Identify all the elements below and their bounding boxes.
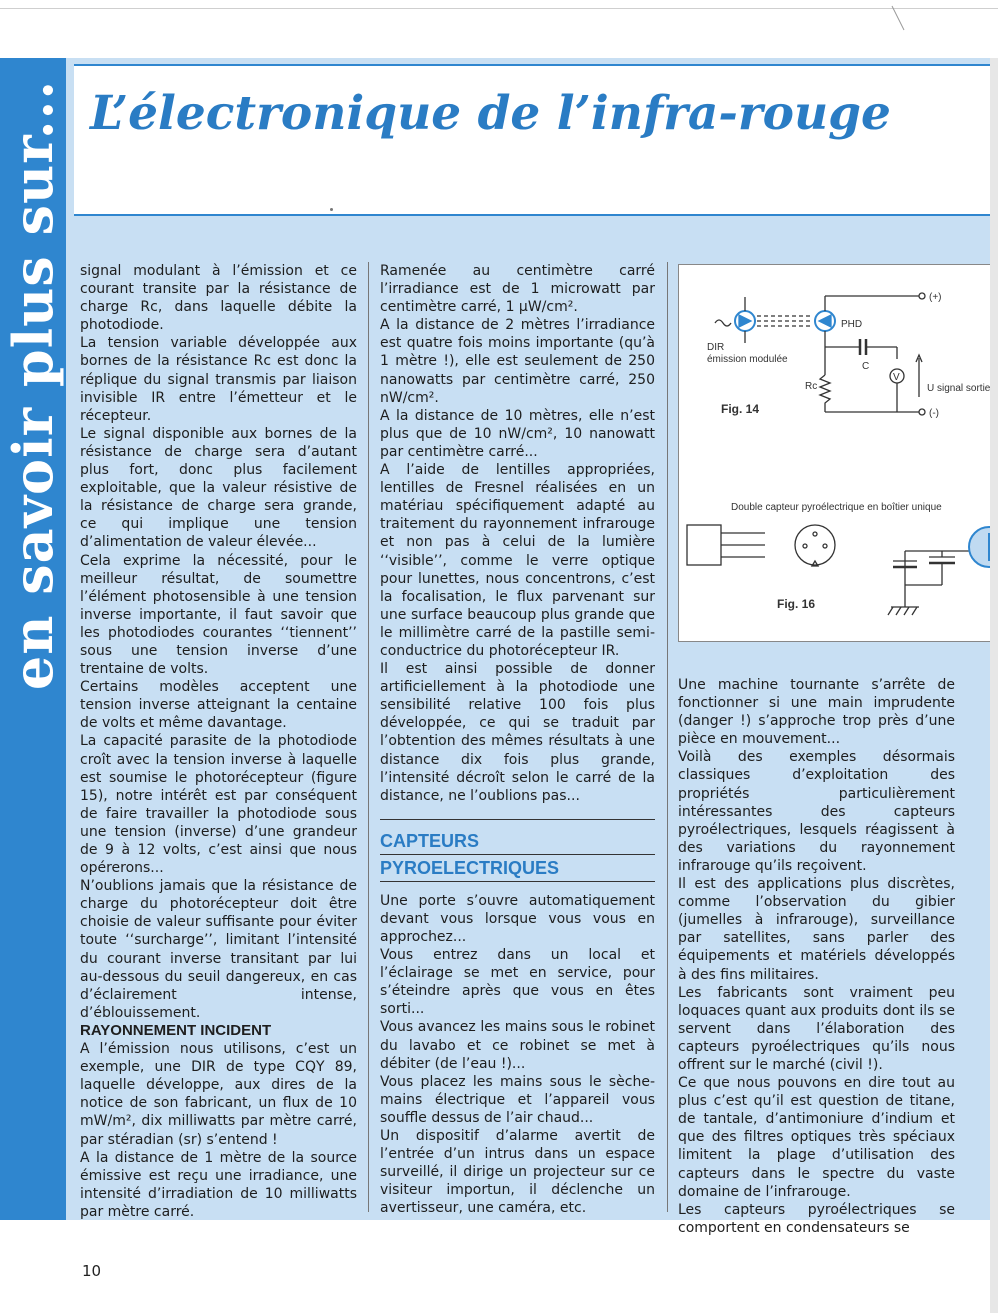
pen-mark <box>888 4 918 34</box>
paragraph: Certains modèles acceptent une tension inverse atteignant la centaine de volts et même davantage. <box>80 679 357 732</box>
dir-label: DIR <box>707 342 725 353</box>
rc-label: Rc <box>805 381 818 392</box>
plus-label: (+) <box>929 292 942 303</box>
phd-label: PHD <box>841 319 863 330</box>
paragraph: Vous entrez dans un local et l’éclairage se met en service, pour s’éteindre après que vous en êtes sorti... <box>380 947 655 1018</box>
paragraph: A la distance de 1 mètre de la source émissive est reçu une irradiance, une intensité d’irradiation de 10 milliwatts par mètre carré. <box>80 1149 357 1220</box>
paragraph: Les capteurs pyroélectriques se comportent en condensateurs se <box>678 1201 955 1236</box>
figure-diagrams <box>679 265 998 643</box>
paragraph: Une porte s’ouvre automatiquement devant vous lorsque vous vous en approchez... <box>380 892 655 945</box>
paragraph: La capacité parasite de la photodiode croît avec la tension inverse à laquelle est soumise le photorécepteur (figure 15), notre intérêt est par conséquent de faire travailler la photodiode sous une tension (inverse) d’une grandeur de 9 à 12 volts, c’est ainsi que nous opérerons... <box>80 733 357 877</box>
paragraph: Vous avancez les mains sous le robinet du lavabo et ce robinet se met à débiter (de l’eau !)... <box>380 1019 655 1072</box>
section-title-line-2: PYROELECTRIQUES <box>380 855 655 882</box>
paragraph: Une machine tournante s’arrête de fonctionner si une main imprudente (danger !) s’approche trop près d’une pièce en mouvement... <box>678 677 955 748</box>
paragraph: A la distance de 10 mètres, elle n’est plus que de 10 nW/cm², 10 nanowatt par centimètre carré... <box>380 407 655 460</box>
paragraph: A l’émission nous utilisons, c’est un exemple, une DIR de type CQY 89, laquelle développe, aux dires de la notice de son fabricant, un flux de 10 mW/m², dix milliwatts par mètre carré, par stéradian (sr) s’entend ! <box>80 1041 357 1148</box>
paragraph: Voilà des exemples désormais classiques d’exploitation des propriétés particulièrement intéressantes des capteurs pyroélectriques, lesquels réagissent à des variations du rayonnement infrarouge qu’ils reçoivent. <box>678 749 955 874</box>
paragraph: Cela exprime la nécessité, pour le meilleur résultat, de soumettre l’élément photosensible à une tension inverse importante, il faut savoir que les photodiodes courantes ‘‘tiennent’’ sous une tension inverse d’une trentaine de volts. <box>80 552 357 678</box>
fig16-caption: Double capteur pyroélectrique en boîtier unique <box>731 502 942 513</box>
paragraph: Il est des applications plus discrètes, comme l’observation du gibier (jumelles à infrarouge), surveillance par satellites, sans parler des équipements et matériels développés à des fins militaires. <box>678 876 955 983</box>
top-rule <box>0 8 998 9</box>
column-rule <box>667 262 668 1212</box>
column-rule <box>368 262 369 1212</box>
title-box <box>74 64 998 216</box>
paragraph: signal modulant à l’émission et ce courant transite par la résistance de charge Rc, dans laquelle débite la photodiode. <box>80 263 357 334</box>
paragraph: Les fabricants sont vraiment peu loquaces quant aux produits dont ils se servent dans l’élaboration des capteurs pyroélectriques qu’ils nous offrent sur le marché (civil !). <box>678 984 955 1073</box>
dot-mark <box>330 208 333 211</box>
paragraph: N’oublions jamais que la résistance de charge du photorécepteur doit être choisie de valeur suffisante pour éviter toute ‘‘surcharge’’, limitant l’intensité du courant inverse transitant par lui au-dessous du seuil dangereux, en cas d’éclairement intense, d’éblouissement. <box>80 878 357 1021</box>
paragraph: Un dispositif d’alarme avertit de l’entrée d’un intrus dans un espace surveillé, il dirige un projecteur sur ce visiteur importun, il déclenche un avertisseur, une caméra, etc. <box>380 1128 655 1217</box>
section-title <box>380 819 655 882</box>
article-title: L’électronique de l’infra-rouge <box>90 86 891 141</box>
paragraph: Ce que nous pouvons en dire tout au plus c’est qu’il est question de titane, de tantale, d’antimoniure d’indium et que des filtres optiques très spéciaux limitent la plage d’utilisation des capteurs dans le spectre du vaste domaine de l’infrarouge. <box>678 1075 955 1200</box>
paragraph: La tension variable développée aux bornes de la résistance Rc est donc la réplique du signal transmis par liaison invisible IR entre l’émetteur et le récepteur. <box>80 335 357 424</box>
paragraph: Il est ainsi possible de donner artificiellement à la photodiode une sensibilité relative 100 fois plus développée, ce qui se traduit par l’obtention des mêmes résultats à une distance dix fois plus grande, l’intensité décroît selon le carré de la distance, ne l’oublions pas... <box>380 661 655 804</box>
v-label: V <box>893 372 900 383</box>
c-label: C <box>862 361 870 372</box>
figure-box <box>678 264 998 642</box>
paragraph: A l’aide de lentilles appropriées, lentilles de Fresnel réalisées en un matériau spécifiquement adapté au traitement du rayonnement infrarouge et non pas à celui de la lumière ‘‘visible’’, comme le verre optique pour lunettes, nous concentrons, c’est la focalisation, le flux parvenant sur une surface beaucoup plus grande que le millimètre carré de la pastille semi-conductrice du photorécepteur IR. <box>380 462 655 659</box>
dir-caption: émission modulée <box>707 354 788 365</box>
column-2 <box>380 262 655 1218</box>
section-title-line-1: CAPTEURS <box>380 828 655 855</box>
paragraph: Le signal disponible aux bornes de la résistance de charge sera d’autant plus fort, donc plus facilement exploitable, que la valeur résistive de la résistance de charge sera grande, ce qui implique une tension d’alimentation de valeur élevée... <box>80 425 357 551</box>
subheading: RAYONNEMENT INCIDENT <box>80 1021 272 1039</box>
column-1 <box>80 262 357 1221</box>
fig14-label: Fig. 14 <box>721 402 760 416</box>
fig16-drawing <box>687 525 998 615</box>
u-signal-label: U signal sortie <box>927 383 991 394</box>
page-number: 10 <box>82 1262 102 1280</box>
column-3 <box>678 676 955 1237</box>
page-edge <box>990 58 998 1313</box>
paragraph: Ramenée au centimètre carré l’irradiance est de 1 microwatt par centimètre carré, 1 µW/cm². <box>380 263 655 316</box>
side-title: en savoir plus sur... <box>1 79 65 691</box>
minus-label: (-) <box>929 408 939 419</box>
paragraph: Vous placez les mains sous le sèche-mains électrique et l’appareil vous souffle dessus de l’air chaud... <box>380 1073 655 1126</box>
paragraph: A la distance de 2 mètres l’irradiance est quatre fois moins importante (qu’à 1 mètre !), elle est seulement de 250 nanowatts par centimètre carré, 250 nW/cm². <box>380 317 655 406</box>
fig16-label: Fig. 16 <box>777 597 816 611</box>
